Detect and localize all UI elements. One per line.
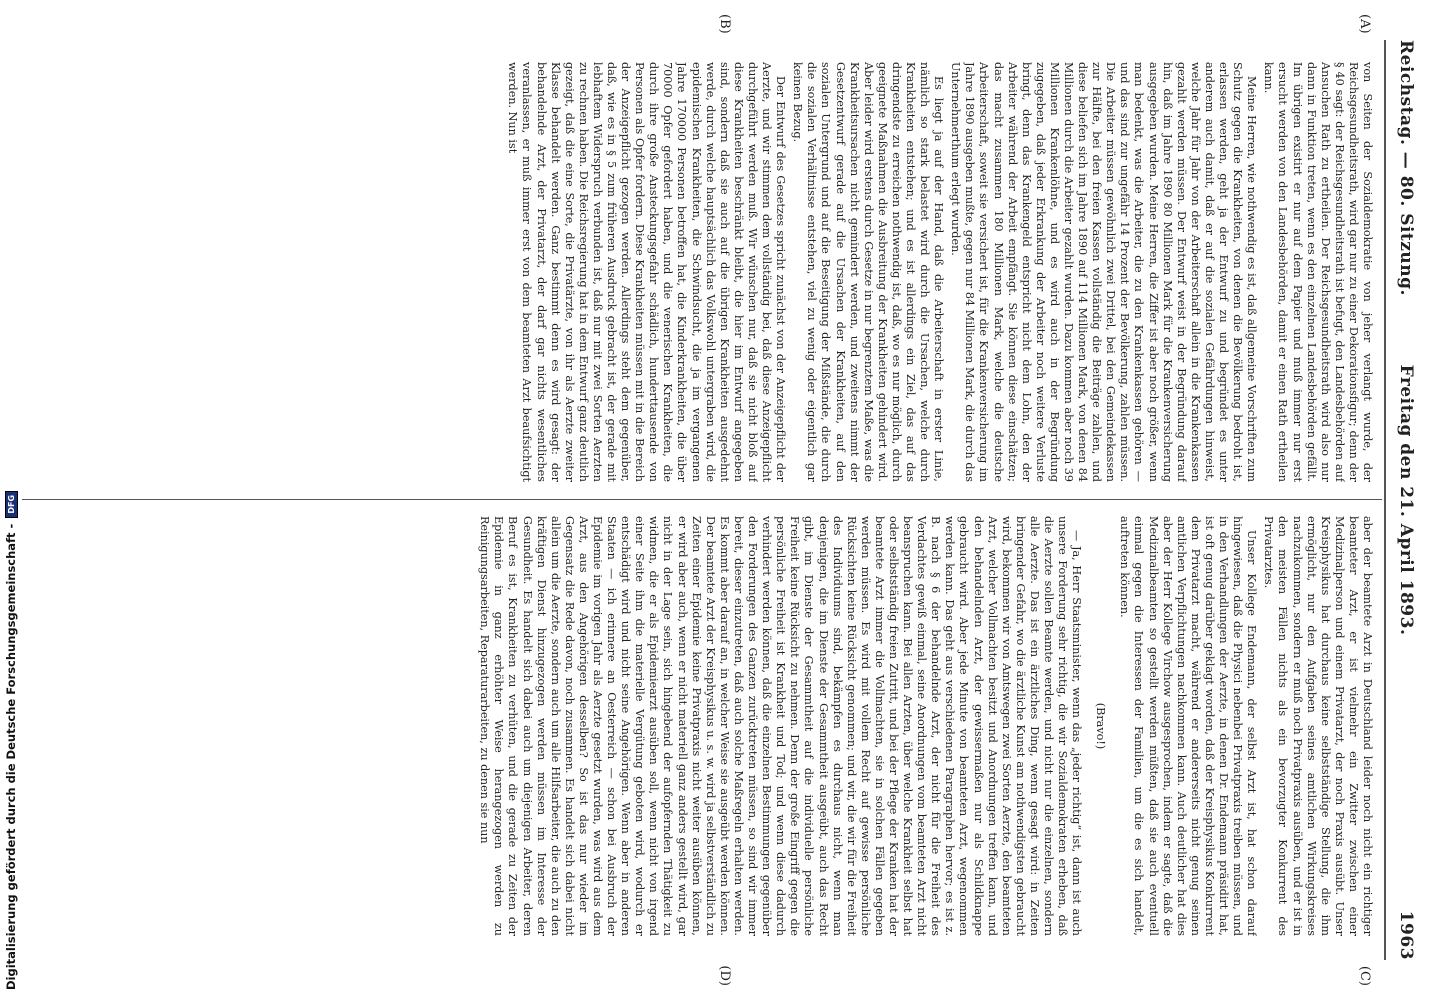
paragraph: Unser Kollege Endemann, der selbst Arzt ist, hat schon darauf hingewiesen, daß die Physici nebenbei Privatpraxis treiben müssen, und in den Verhandlungen der Aerzte, in denen Dr. Endemann präsidirt hat, ist oft genug darüber geklagt worden, daß der Kreisphysikus Konkurrent dem Privatarzt macht, während er andererseits nicht genug seinen amtlichen Verpflichtungen nachkommen kann. Auch deutlicher hat dies aber der Herr Kollege Virchow ausgesprochen, indem er sagte, daß die Medizinalbeamten so gestellt werden müßten, daß sie auch eventuell einmal gegen die Interessen der Familien, um die es sich handelt, auftreten können. bbox=[1118, 516, 1259, 936]
dfg-logo: DFG bbox=[5, 491, 18, 518]
paragraph: aber der beamtete Arzt in Deutschland leider noch nicht ein richtiger beamteter Arzt, er ist vielmehr ein Zwitter zwischen einer Medizinalperson und einem Privatarzt, der noch Praxis ausübt. Unser Kreisphysikus hat durchaus keine selbstständige Stellung, die ihm ermöglicht, nur den Aufgaben seines amtlichen Wirkungskreises nachzukommen, sondern er muß noch Privatpraxis ausüben, und er ist in den meisten Fällen nichts als ein bevorzugter Konkurrent des Privatarztes. bbox=[1262, 516, 1374, 936]
paragraph: Meine Herren, wie nothwendig es ist, daß allgemeine Vorschriften zum Schutz gegen die Krankheiten, von denen die Bevölkerung bedroht ist, erlassen werden, geht ja der Entwurf zu und begründet es unter anderem auch damit, daß er auf die sozialen Gefährdungen hinweist, welche Jahr für Jahr von der Arbeiterschaft allein in die Krankenkassen gezahlt werden müssen. Der Entwurf weist in der Begründung darauf hin, daß im Jahre 1890 80 Millionen Mark für die Krankenversicherung ausgegeben wurden. Meine Herren, die Ziffer ist aber noch größer, wenn man bedenkt, was die Arbeiter, die zu den Krankenkassen gehören — und das sind zur ungefähr 14 Prozent der Bevölkerung, zahlen müssen. Die Arbeiter müssen gewöhnlich zwei Drittel, bei den Gemeindekassen zur Hälfte, bei den freien Kassen vollständig die Beiträge zahlen, und diese beliefen sich im Jahre 1890 auf 114 Millionen Mark, von denen 84 Millionen durch die Arbeiter gezahlt wurden. Dazu kommen aber noch 39 Millionen Krankenlöhne, und es wird auch in der Begründung zugegeben, daß jeder Erkrankung der Arbeiter noch weitere Verluste bringt, denn das Krankengeld entspricht nicht dem Lohn, den der Arbeiter während der Arbeit empfängt. Sie können diese einschätzen; das macht zusammen 180 Millionen Mark, welche die deutsche Arbeiterschaft, soweit sie versichert ist, für die Krankenversicherung im Jahre 1890 ausgeben mußte, gegen nur 84 Millionen Mark, die durch das Unternehmerthum erlegt wurden. bbox=[949, 62, 1259, 482]
footer-text: Digitalisierung gefördert durch die Deutsche Forschungsgemeinschaft - bbox=[4, 523, 18, 990]
right-column bbox=[24, 516, 1374, 936]
margin-marker-a: (A) bbox=[1357, 14, 1372, 34]
applause-note: (Bravo!) bbox=[1094, 702, 1108, 750]
page-number: 1963 bbox=[1396, 910, 1416, 960]
header-date: Freitag den 21. April 1893. bbox=[1396, 364, 1416, 636]
header-rule bbox=[1384, 40, 1386, 960]
page-header bbox=[1390, 40, 1416, 960]
paragraph: — Ja, Herr Staatsminister, wenn das „jeder richtig“ ist, dann ist auch unsere Forderung sehr richtig, die wir Sozialdemokraten erheben, daß die Aerzte sollen Beamte werden, und nicht nur die einzelnen, sondern alle Aerzte. Das ist ein ärztliches Ding, wenn gesagt wird: in Zeiten bringender Gefahr, wo die ärztliche Kunst am nothwendigsten gebraucht wird, bekommen wir von Amtswegen zwei Sorten Aerzte, den beamteten Arzt, welcher Vollmachten besitzt und Anordnungen treffen kann, und den behandelnden Arzt, der gewissermaßen nur als Schildknappe gebraucht wird. Aber jede Minute von beamteten Arzt, wegenommen werden kann. Das geht aus verschiedenen Paragraphen hervor; es ist z. B. nach § 6 der behandelnde Arzt, der nicht für die Freiheit des Verdachtes gewiß einmal, seine Anordnungen vom beamteten Arzt nicht beanspruchen kann. Bei allen Arzten, über welche Krankheit selbst hat oder selbstständig freien Zutritt, und bei der Pflege der Kranken hat der beamtete Arzt immer die Vollmachten, sie in solchen Fällen gegeben werden müssen. Es wird mit vollem Recht auf gewisse persönliche Rücksichten keine Rücksicht genommen; und wir, die wir für die Freiheit des Individuums sind, bekämpfen es durchaus nicht, wenn man denjenigen, die im Dienste der Gesammtheit ausgeübt, auch das Recht gibt, im Dienste der Gesammtheit auf die individuelle persönliche Freiheit keine Rücksicht zu nehmen. Denn der große Eingriff gegen die persönliche Freiheit ist Krankheit und Tod; und wenn diese dadurch verhindert werden können, daß die einzelnen Bestimmungen gegenüber den Forderungen des Ganzen zurücktreten müssen, so sind wir immer bereit, dieser einzutreten, daß auch solche Maßregeln erhalten werden. Es kommt aber darauf an, in welcher Weise sie ausgeübt werden können. Der beamtete Arzt der Kreisphysikus u. s. w. wird ja selbstverständlich zu Zeiten einer Epidemie keine Privatpraxis nicht weiter ausüben können, er wird aber auch, wenn er nicht materiell ganz anders gestellt wird, gar nicht in der Lage sein, sich hingebend der aufopfernden Thätigkeit zu widmen, die er als Epidemiearzt ausüben soll, wenn nicht von irgend einer Seite ihm die materielle Vergütung geboten wird, wodurch er entschädigt wird und nicht seine Angehörigen. Wenn aber in anderen Staaten — ich erinnere an Oesterreich — schon bei Ausbruch der Epidemie im vorigen Jahr als Aerzte gesetzt wurden, was wird aus dem Arzt, aus den Angehörigen desselben? So ist das nur wieder im Gegensatz die Rede davon, noch zusammen. Es handelt sich dabei nicht allein um die Aerzte, sondern auch um alle Hilfsarbeiter, die auch zu den kräftigen Dienst hinzugezogen werden müssen im Interesse der Gesundheit. Es handelt sich dabei auch um diejenigen Arbeiter, deren Beruf es ist, Krankheiten zu verhüten, und die gerade zu Zeiten der Epidemie in ganz erhöhter Weise herangezogen werden zu Reinigungsarbeiten, Reparaturarbeiten, zu denen sie nun bbox=[478, 516, 1084, 936]
paragraph: Der Entwurf des Gesetzes spricht zunächst von der Anzeigepflicht der Aerzte, und wir stimmen dem vollständig bei, daß diese Anzeigepflicht durchgeführt werden muß. Wir wünschen nur, daß sie nicht bloß auf diese Krankheiten beschränkt bleibt, die hier im Entwurf angegeben sind, sondern daß sie auch auf die übrigen Krankheiten ausgedehnt werde, durch welche hauptsächlich das Volkswohl untergraben wird, die epidemischen Krankheiten, die Schwindsucht, die ja im vergangenen Jahre 170000 Personen betroffen hat, die Kinderkrankheiten, die über 70000 Opfer gefordert haben, und die venerischen Krankheiten, die durch ihre große Ansteckungsgefahr schädlich, hunderttausende von Personen als Opfer fordern. Diese Krankheiten müssen mit in die Bereich der Anzeigepflicht gezogen werden. Allerdings steht dem gegenüber, daß, wie es in § 5 zum früheren Ausdruck gebracht ist, der gerade mit lebhaftem Widerspruch verbunden ist, daß nur mit zwei Sorten Aerzten zu rechnen haben. Die Reichsregierung hat in dem Entwurf ganz deutlich gezeigt, daß die eine Sorte, die Privatärzte, von ihr als Aerzte zweiter Klasse behandelt werden. Ganz bestimmt denn es wird gesagt: der behandelnde Arzt, der Privatarzt, der darf gar nichts wesentliches veranlassen, er muß immer erst von dem beamteten Arzt beaufsichtigt werden. Nun ist bbox=[506, 62, 788, 482]
margin-marker-d: (D) bbox=[717, 965, 732, 986]
margin-marker-c: (C) bbox=[1357, 965, 1372, 986]
digitization-footer bbox=[4, 120, 22, 990]
paragraph: von Seiten der Sozialdemokratie von jeher verlangt wurde, der Reichsgesundheitsrath, wird gar nur zu einer Dekorationsfigur; denn der § 40 sagt: der Reichsgesundheitsrath ist befugt, den Landesbehörden auf Ansuchen Rath zu ertheilen. Der Reichsgesundheitsrath wird also nur dann in Funktion treten, wenn es den einzelnen Landesbehörden gefällt. Im übrigen existirt er nur auf dem Papier und muß immer nur erst ersucht werden von den Landesbehörden, damit er einen Rath ertheilen kann. bbox=[1262, 62, 1374, 482]
paragraph: Es liegt ja auf der Hand, daß die Arbeiterschaft in erster Linie, nämlich so stark belastet wird durch die Ursachen, welche durch Krankheiten entstehen; und es ist allerdings ein Ziel, das auf das dringendste zu erreichen nothwendig ist, daß, wo es nur möglich, durch geeignete Maßnahmen die Ausbreitung der Krankheiten gehindert wird. Aber leider wird erstens durch Gesetze in nur begrenztem Maße, was die Krankheitsursachen nicht gemindert werden, und zweitens nimmt der Gesetzentwurf gerade auf die Ursachen der Krankheiten, auf den sozialen Untergrund und auf die Beseitigung der Mißstände, die durch die sozialen Verhältnisse entstehen, viel zu wenig oder eigentlich gar keinen Bezug. bbox=[791, 62, 946, 482]
margin-marker-b: (B) bbox=[717, 14, 732, 34]
column-divider bbox=[22, 499, 1382, 500]
header-session: Reichstag. — 80. Sitzung. bbox=[1396, 40, 1416, 296]
left-column bbox=[24, 62, 1374, 482]
